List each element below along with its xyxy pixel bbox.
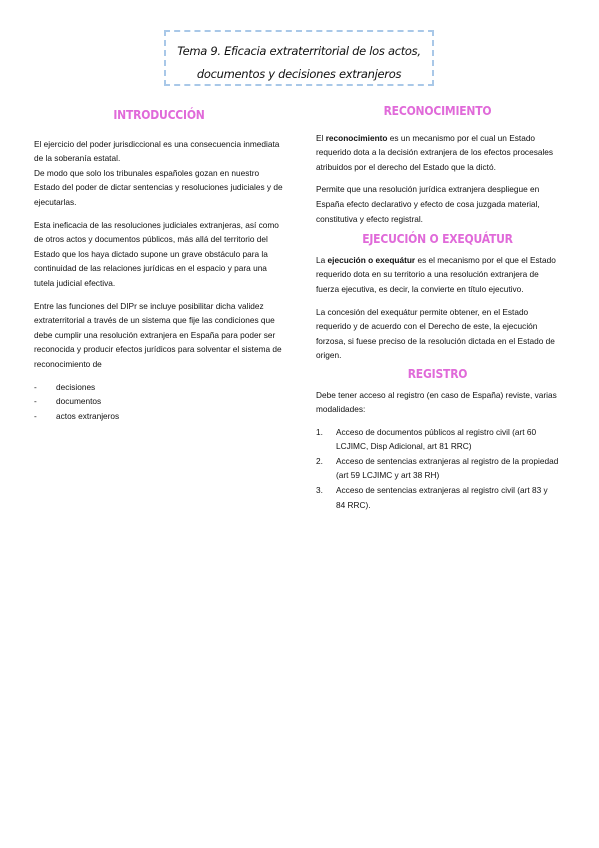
right-column xyxy=(316,104,559,512)
intro-heading: INTRODUCCIÓN xyxy=(113,108,205,122)
reconocimiento-heading: RECONOCIMIENTO xyxy=(383,104,492,118)
ejecucion-heading: EJECUCIÓN O EXEQUÁTUR xyxy=(362,232,513,247)
list-item: 3. Acceso de sentencias extranjeras al registro civil (art 83 y 84 RRC). xyxy=(316,485,548,510)
reconocimiento-paragraph-1: El reconocimiento es un mecanismo por el cual un Estado requerido dota a la decisión extranjera de los efectos procesales atribuidos por el derecho del Estado que la dictó. xyxy=(316,132,554,172)
list-item: - documentos xyxy=(34,394,284,409)
list-item: 2. Acceso de sentencias extranjeras al registro de la propiedad (art 59 LCJIMC y art 38 RH) xyxy=(316,455,559,481)
intro-list xyxy=(34,380,284,424)
title-line-2: documentos y decisiones extranjeros xyxy=(196,67,402,81)
intro-paragraph-3: Esta ineficacia de las resoluciones judiciales extranjeras, así como de otros actos y documentos públicos, más allá del territorio del Estado que los haya dictado supone un grave obstáculo para la continuidad de las relaciones jurídicas en el espacio y para una tutela judicial efectiva. xyxy=(34,219,279,288)
ejecucion-paragraph-1: La ejecución o exequátur es el mecanismo por el que el Estado requerido dota en su territorio a una resolución extranjera de fuerza ejecutiva, es decir, la convierte en título ejecutivo. xyxy=(316,254,556,294)
title-box xyxy=(164,30,434,86)
reconocimiento-paragraph-2: Permite que una resolución jurídica extranjera despliegue en España efecto declarativo y efecto de cosa juzgada material, constitutiva y efecto registral. xyxy=(316,184,540,224)
title-line-1: Tema 9. Eficacia extraterritorial de los actos, xyxy=(177,44,421,58)
intro-paragraph-2: De modo que solo los tribunales españoles gozan en nuestro Estado del poder de dictar sentencias y resoluciones judiciales y de ejecutarlas. xyxy=(34,167,283,207)
left-column xyxy=(34,108,284,423)
registro-heading: REGISTRO xyxy=(407,366,468,381)
list-item: 1. Acceso de documentos públicos al registro civil (art 60 LCJIMC, Disp Adicional, art 81 RRC) xyxy=(316,426,537,452)
intro-paragraph-4: Entre las funciones del DIPr se incluye posibilitar dicha validez extraterritorial a través de un sistema que fije las condiciones que debe cumplir una resolución extranjera en España para poder ser reconocida y producir efectos jurídicos para solventar el sistema de reconocimiento de xyxy=(34,300,282,369)
registro-list xyxy=(316,425,559,513)
list-item: - actos extranjeros xyxy=(34,409,284,424)
reconocimiento-term: reconocimiento xyxy=(325,132,388,143)
ejecucion-term: ejecución o exequátur xyxy=(327,254,416,265)
ejecucion-paragraph-2: La concesión del exequátur permite obtener, en el Estado requerido y de acuerdo con el Derecho de este, la ejecución forzosa, si fuese preciso de la resolución dictada en el Estado de origen. xyxy=(316,306,555,361)
intro-paragraph-1: El ejercicio del poder jurisdiccional es una consecuencia inmediata de la soberanía estatal. xyxy=(34,138,280,164)
list-item: - decisiones xyxy=(34,380,284,395)
registro-paragraph-1: Debe tener acceso al registro (en caso de España) reviste, varias modalidades: xyxy=(316,389,557,415)
